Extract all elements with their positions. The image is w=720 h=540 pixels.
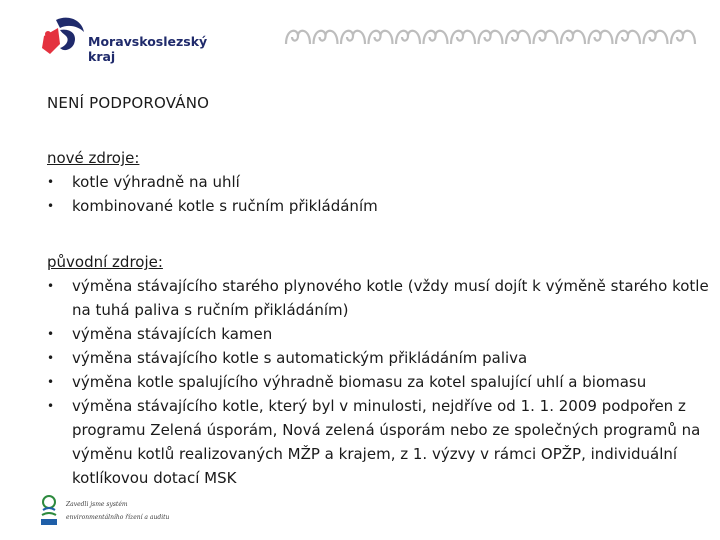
- list-item: • výměna stávajících kamen: [47, 322, 712, 346]
- wave-pattern-icon: [282, 20, 702, 54]
- section-new-sources: [47, 146, 378, 218]
- wave-glyph: [644, 31, 668, 44]
- wave-glyph: [561, 31, 585, 44]
- logo-line-2: kraj: [88, 49, 116, 64]
- wave-glyph: [286, 31, 310, 44]
- footer-line-2: environmentálního řízení a auditu: [66, 514, 170, 521]
- wave-glyph: [534, 31, 558, 44]
- wave-glyph: [424, 31, 448, 44]
- wave-glyph: [506, 31, 530, 44]
- wave-glyph: [451, 31, 475, 44]
- list-item: • výměna stávajícího starého plynového kotle (vždy musí dojít k výměně starého kotle na tuhá paliva s ručním přikládáním): [47, 274, 712, 322]
- footer-line-1: Zavedli jsme systém: [66, 501, 128, 508]
- wave-glyph: [341, 31, 365, 44]
- wave-glyph: [616, 31, 640, 44]
- bullet-icon: •: [47, 279, 55, 293]
- section-title-new: nové zdroje:: [47, 149, 140, 167]
- region-logo: [38, 14, 208, 64]
- bullet-icon: •: [47, 199, 55, 213]
- bullet-icon: •: [47, 175, 55, 189]
- wave-glyph: [479, 31, 503, 44]
- wave-glyph: [396, 31, 420, 44]
- list-item: • výměna stávajícího kotle, který byl v minulosti, nejdříve od 1. 1. 2009 podpořen z programu Zelená úsporám, Nová zelená úsporám nebo ze společných programů na výměnu kotlů realizovaných MŽP a krajem, z 1. výzvy v rámci OPŽP, individuální kotlíkovou dotací MSK: [47, 394, 712, 490]
- list-item: • kotle výhradně na uhlí: [47, 170, 378, 194]
- wave-glyph: [589, 31, 613, 44]
- bullet-icon: •: [47, 327, 55, 341]
- bullet-icon: •: [47, 399, 55, 413]
- page-title: NENÍ PODPOROVÁNO: [47, 94, 210, 112]
- list-item: • výměna stávajícího kotle s automatickým přikládáním paliva: [47, 346, 712, 370]
- list-item: • výměna kotle spalujícího výhradně biomasu za kotel spalující uhlí a biomasu: [47, 370, 712, 394]
- bullet-icon: •: [47, 351, 55, 365]
- footer-emas: [38, 494, 208, 534]
- bullet-icon: •: [47, 375, 55, 389]
- wave-glyph: [369, 31, 393, 44]
- wave-glyph: [314, 31, 338, 44]
- emas-logo-icon: [38, 494, 60, 528]
- logo-line-1: Moravskoslezský: [88, 34, 208, 49]
- region-emblem-icon: [38, 14, 90, 64]
- list-item: • kombinované kotle s ručním přikládáním: [47, 194, 378, 218]
- section-title-original: původní zdroje:: [47, 253, 163, 271]
- wave-glyph: [671, 31, 695, 44]
- section-original-sources: [47, 250, 712, 490]
